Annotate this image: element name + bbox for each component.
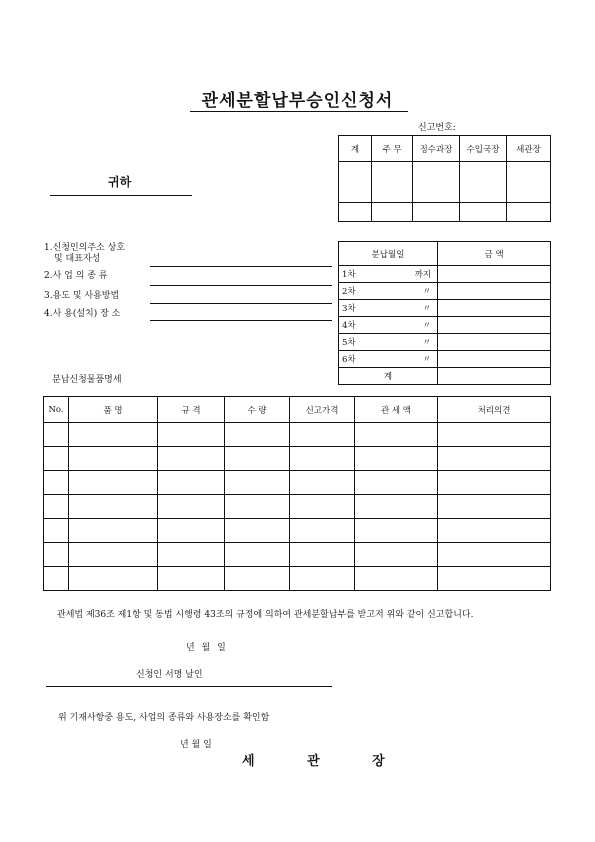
goods-row bbox=[44, 567, 551, 591]
goods-cell[interactable] bbox=[158, 423, 225, 447]
field-line-business[interactable] bbox=[150, 285, 332, 286]
goods-header: 규 격 bbox=[158, 397, 225, 423]
installment-row-label bbox=[339, 334, 438, 351]
goods-header: 관 세 액 bbox=[355, 397, 438, 423]
title-underline bbox=[190, 111, 408, 112]
goods-cell[interactable] bbox=[355, 447, 438, 471]
installment-total-cell[interactable] bbox=[438, 368, 551, 385]
goods-cell[interactable] bbox=[290, 567, 355, 591]
field-label-business: 2.사 업 의 종 류 bbox=[44, 271, 108, 281]
goods-header: 수 량 bbox=[225, 397, 290, 423]
goods-cell[interactable] bbox=[225, 519, 290, 543]
goods-cell[interactable] bbox=[225, 567, 290, 591]
goods-cell[interactable] bbox=[290, 447, 355, 471]
installment-amount-cell[interactable] bbox=[438, 334, 551, 351]
field-label-applicant bbox=[44, 243, 125, 265]
goods-cell[interactable] bbox=[290, 471, 355, 495]
goods-cell[interactable] bbox=[158, 447, 225, 471]
goods-header: 신고가격 bbox=[290, 397, 355, 423]
goods-cell[interactable] bbox=[158, 519, 225, 543]
goods-row bbox=[44, 471, 551, 495]
goods-cell[interactable] bbox=[225, 471, 290, 495]
field-label-line: 1.신청인의주소 상호 bbox=[44, 243, 126, 253]
goods-cell[interactable] bbox=[69, 543, 158, 567]
installment-suffix: 〃 bbox=[422, 304, 431, 314]
goods-cell[interactable] bbox=[438, 543, 551, 567]
goods-cell[interactable] bbox=[69, 471, 158, 495]
field-label-usage: 3.용도 및 사용방법 bbox=[44, 291, 120, 301]
report-number-label: 신고번호: bbox=[418, 123, 456, 133]
approval-table bbox=[338, 135, 551, 222]
goods-cell[interactable] bbox=[44, 495, 69, 519]
installment-amount-cell[interactable] bbox=[438, 283, 551, 300]
installment-suffix: 〃 bbox=[422, 321, 431, 331]
goods-cell[interactable] bbox=[355, 471, 438, 495]
approval-date-cell[interactable] bbox=[413, 203, 460, 222]
approval-date-cell[interactable] bbox=[507, 203, 551, 222]
goods-cell[interactable] bbox=[355, 423, 438, 447]
installment-amount-cell[interactable] bbox=[438, 351, 551, 368]
installment-suffix: 〃 bbox=[422, 287, 431, 297]
goods-cell[interactable] bbox=[290, 495, 355, 519]
goods-cell[interactable] bbox=[44, 567, 69, 591]
goods-cell[interactable] bbox=[225, 543, 290, 567]
goods-header: No. bbox=[44, 397, 69, 423]
installment-suffix: 까지 bbox=[414, 270, 431, 280]
application-date: 년 월 일 bbox=[186, 643, 228, 653]
installment-row-label bbox=[339, 351, 438, 368]
goods-cell[interactable] bbox=[438, 519, 551, 543]
installment-amount-cell[interactable] bbox=[438, 266, 551, 283]
installment-number: 3차 bbox=[342, 304, 356, 314]
installment-table bbox=[338, 241, 551, 385]
goods-cell[interactable] bbox=[225, 495, 290, 519]
goods-header: 품 명 bbox=[69, 397, 158, 423]
approval-signature-cell[interactable] bbox=[413, 162, 460, 203]
installment-total-label: 계 bbox=[339, 368, 438, 385]
goods-cell[interactable] bbox=[44, 423, 69, 447]
installment-header-amount: 금 액 bbox=[438, 242, 551, 266]
approval-date-cell[interactable] bbox=[460, 203, 507, 222]
goods-cell[interactable] bbox=[69, 447, 158, 471]
goods-cell[interactable] bbox=[225, 447, 290, 471]
form-title: 관세분할납부승인신청서 bbox=[201, 91, 394, 111]
goods-cell[interactable] bbox=[69, 519, 158, 543]
goods-cell[interactable] bbox=[290, 423, 355, 447]
goods-cell[interactable] bbox=[438, 471, 551, 495]
goods-cell[interactable] bbox=[69, 423, 158, 447]
goods-row bbox=[44, 519, 551, 543]
goods-row bbox=[44, 423, 551, 447]
goods-cell[interactable] bbox=[69, 495, 158, 519]
goods-cell[interactable] bbox=[44, 543, 69, 567]
goods-cell[interactable] bbox=[158, 471, 225, 495]
goods-cell[interactable] bbox=[355, 567, 438, 591]
installment-row-label bbox=[339, 266, 438, 283]
goods-cell[interactable] bbox=[438, 567, 551, 591]
goods-cell[interactable] bbox=[438, 495, 551, 519]
goods-cell[interactable] bbox=[158, 567, 225, 591]
approval-header: 세관장 bbox=[507, 136, 551, 162]
goods-cell[interactable] bbox=[290, 543, 355, 567]
goods-cell[interactable] bbox=[355, 543, 438, 567]
approval-signature-cell[interactable] bbox=[507, 162, 551, 203]
installment-amount-cell[interactable] bbox=[438, 317, 551, 334]
goods-row bbox=[44, 495, 551, 519]
goods-cell[interactable] bbox=[225, 423, 290, 447]
goods-cell[interactable] bbox=[158, 543, 225, 567]
goods-table bbox=[43, 396, 551, 591]
approval-header: 징수과장 bbox=[413, 136, 460, 162]
confirmation-text: 위 기재사항중 용도, 사업의 종류와 사용장소를 확인함 bbox=[58, 713, 270, 723]
installment-row-label bbox=[339, 317, 438, 334]
installment-suffix: 〃 bbox=[422, 355, 431, 365]
goods-cell[interactable] bbox=[438, 423, 551, 447]
recipient-label: 귀하 bbox=[108, 175, 132, 189]
confirmation-date: 년 월 일 bbox=[180, 740, 212, 750]
goods-cell[interactable] bbox=[44, 447, 69, 471]
approval-signature-cell[interactable] bbox=[460, 162, 507, 203]
approval-header: 수입국장 bbox=[460, 136, 507, 162]
goods-cell[interactable] bbox=[355, 495, 438, 519]
installment-number: 5차 bbox=[342, 338, 356, 348]
goods-cell[interactable] bbox=[44, 519, 69, 543]
customs-chief-label: 세 관 장 bbox=[242, 754, 409, 769]
field-line-location[interactable] bbox=[150, 320, 332, 321]
goods-cell[interactable] bbox=[290, 519, 355, 543]
field-line-applicant[interactable] bbox=[150, 266, 332, 267]
installment-number: 6차 bbox=[342, 355, 356, 365]
goods-header: 처리의견 bbox=[438, 397, 551, 423]
goods-cell[interactable] bbox=[438, 447, 551, 471]
installment-suffix: 〃 bbox=[422, 338, 431, 348]
applicant-signature-line[interactable] bbox=[46, 686, 332, 687]
installment-number: 4차 bbox=[342, 321, 356, 331]
installment-row-label bbox=[339, 283, 438, 300]
field-label-line: 및 대표자성 bbox=[54, 254, 101, 264]
goods-cell[interactable] bbox=[69, 567, 158, 591]
goods-cell[interactable] bbox=[158, 495, 225, 519]
approval-signature-cell[interactable] bbox=[372, 162, 413, 203]
approval-header: 주 무 bbox=[372, 136, 413, 162]
field-label-location: 4.사 용(설치) 장 소 bbox=[44, 309, 121, 319]
goods-row bbox=[44, 447, 551, 471]
recipient-line[interactable] bbox=[50, 195, 192, 196]
approval-header: 계 bbox=[339, 136, 372, 162]
goods-row bbox=[44, 543, 551, 567]
goods-section-title: 분납신청물품명세 bbox=[52, 375, 122, 385]
goods-cell[interactable] bbox=[355, 519, 438, 543]
installment-number: 1차 bbox=[342, 270, 356, 280]
approval-signature-cell[interactable] bbox=[339, 162, 372, 203]
approval-date-cell[interactable] bbox=[372, 203, 413, 222]
statement-paragraph: 관세법 제36조 제1항 및 동법 시행령 43조의 규정에 의하여 관세분할납부를 받고저 위와 같이 신고합니다. bbox=[57, 610, 474, 620]
goods-cell[interactable] bbox=[44, 471, 69, 495]
installment-amount-cell[interactable] bbox=[438, 300, 551, 317]
installment-number: 2차 bbox=[342, 287, 356, 297]
approval-date-cell[interactable] bbox=[339, 203, 372, 222]
field-line-usage[interactable] bbox=[150, 303, 332, 304]
installment-row-label bbox=[339, 300, 438, 317]
installment-header-date: 분납월일 bbox=[339, 242, 438, 266]
applicant-signature-label: 신청인 서명 날인 bbox=[136, 670, 203, 680]
